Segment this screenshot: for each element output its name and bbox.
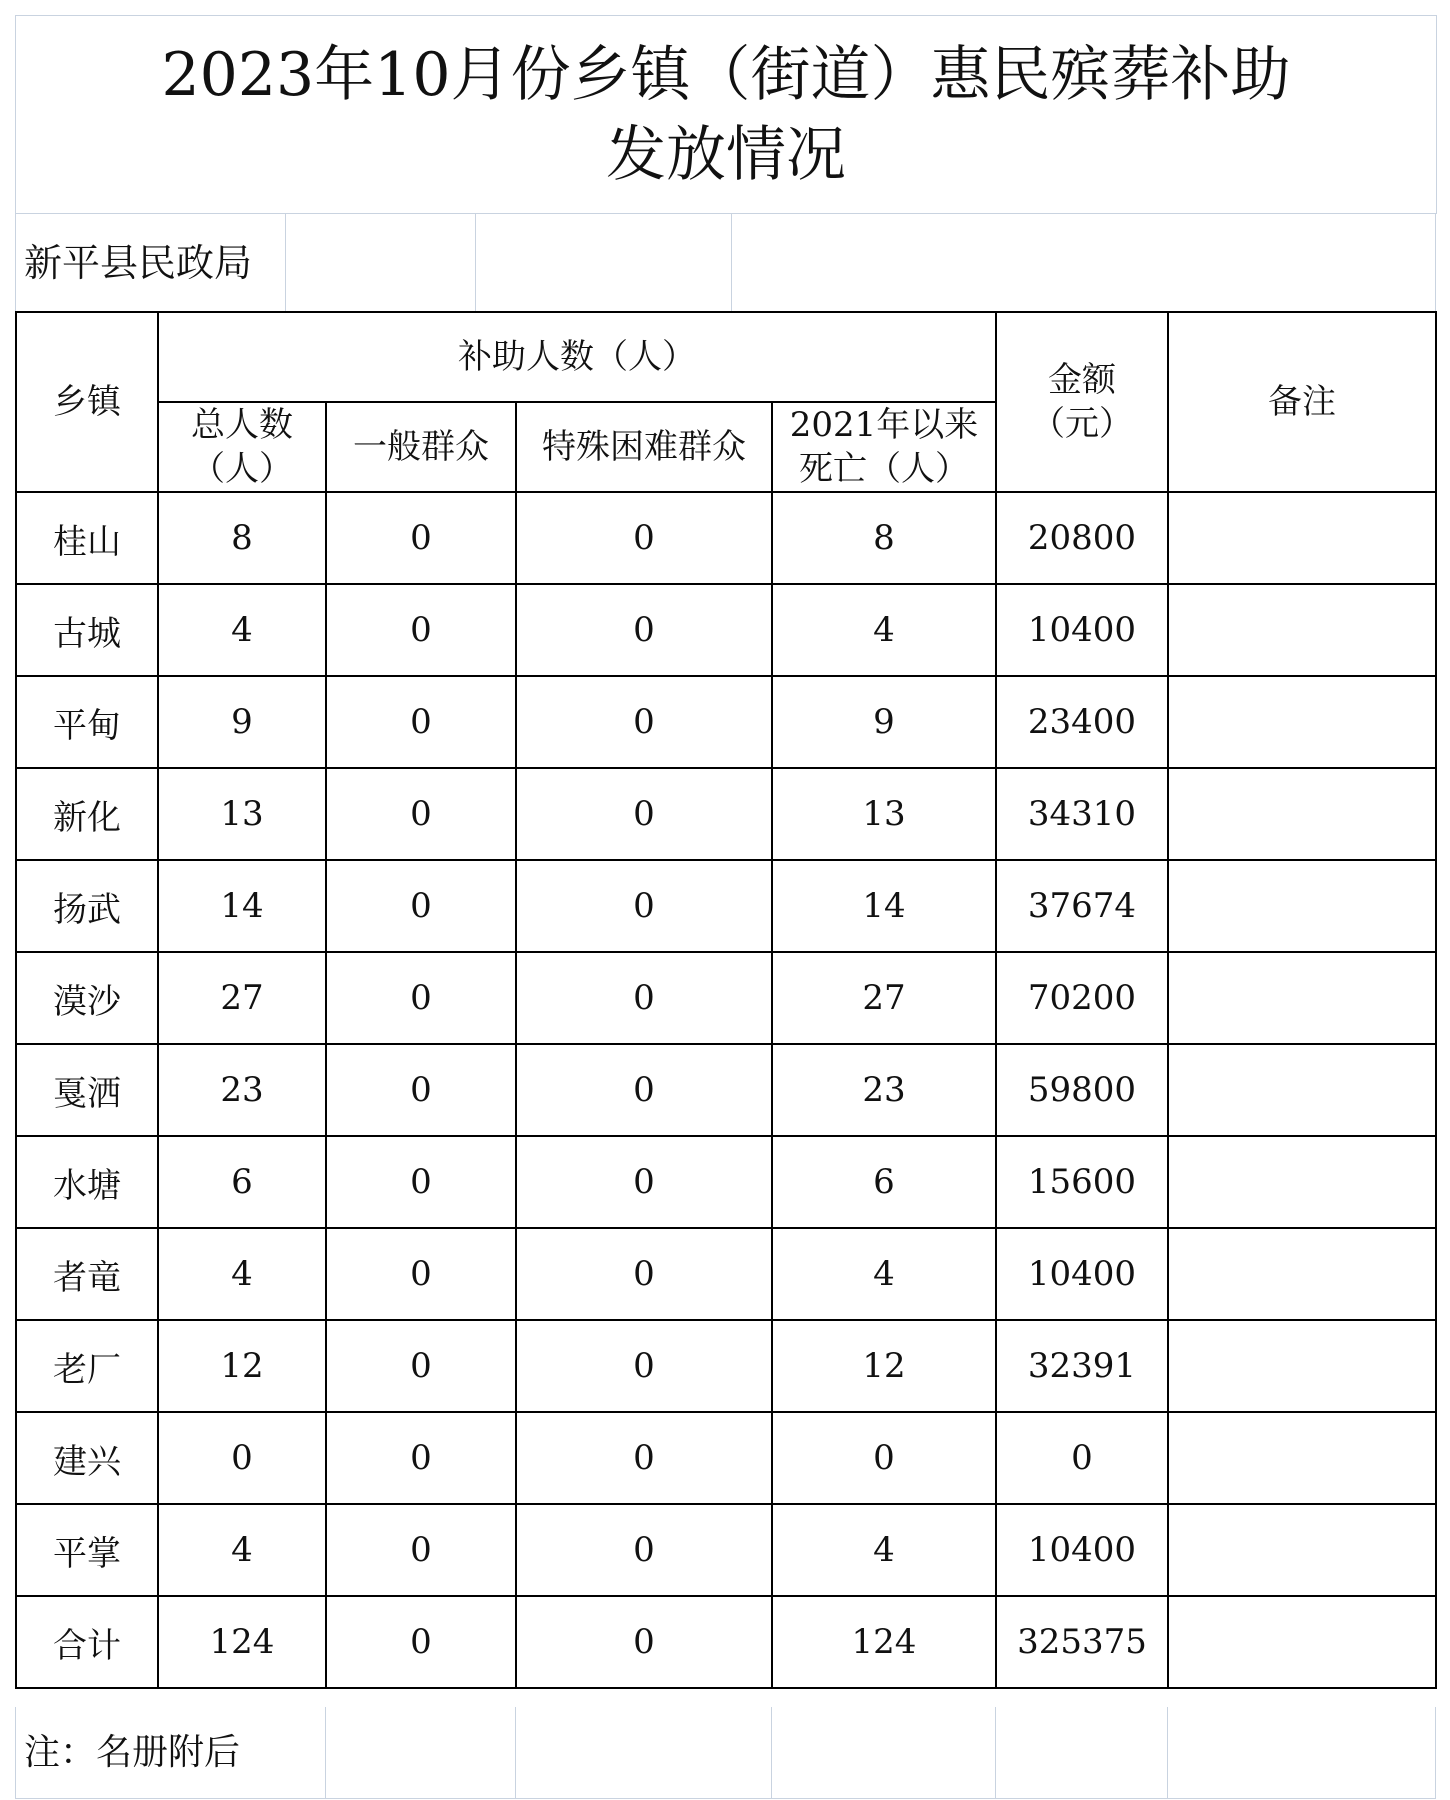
table-row bbox=[16, 492, 1436, 584]
cell-remarks[interactable] bbox=[1168, 676, 1436, 768]
cell-since-2021[interactable]: 27 bbox=[772, 952, 996, 1044]
cell-general[interactable]: 0 bbox=[326, 1504, 516, 1596]
header-township[interactable]: 乡镇 bbox=[16, 312, 158, 492]
cell-special[interactable]: 0 bbox=[516, 1504, 772, 1596]
cell-amount[interactable]: 23400 bbox=[996, 676, 1168, 768]
header-remarks[interactable]: 备注 bbox=[1168, 312, 1436, 492]
cell-general[interactable]: 0 bbox=[326, 1320, 516, 1412]
cell-since-2021[interactable]: 8 bbox=[772, 492, 996, 584]
cell-amount[interactable]: 34310 bbox=[996, 768, 1168, 860]
cell-total[interactable]: 124 bbox=[158, 1596, 326, 1688]
empty-cell[interactable] bbox=[475, 213, 731, 311]
cell-general[interactable]: 0 bbox=[326, 676, 516, 768]
grid-edge bbox=[1435, 1707, 1436, 1799]
cell-since-2021[interactable]: 4 bbox=[772, 584, 996, 676]
table-row bbox=[16, 1320, 1436, 1412]
cell-remarks[interactable] bbox=[1168, 1136, 1436, 1228]
cell-remarks[interactable] bbox=[1168, 952, 1436, 1044]
cell-remarks[interactable] bbox=[1168, 768, 1436, 860]
cell-special[interactable]: 0 bbox=[516, 768, 772, 860]
cell-remarks[interactable] bbox=[1168, 1044, 1436, 1136]
table-row bbox=[16, 1412, 1436, 1504]
cell-amount[interactable]: 37674 bbox=[996, 860, 1168, 952]
subsidy-table bbox=[15, 311, 1437, 1689]
cell-township[interactable]: 老厂 bbox=[16, 1320, 158, 1412]
cell-total[interactable]: 12 bbox=[158, 1320, 326, 1412]
cell-township[interactable]: 平甸 bbox=[16, 676, 158, 768]
cell-township[interactable]: 古城 bbox=[16, 584, 158, 676]
grid-edge bbox=[15, 1798, 1436, 1799]
cell-township[interactable]: 桂山 bbox=[16, 492, 158, 584]
cell-special[interactable]: 0 bbox=[516, 1228, 772, 1320]
header-subsidy-group[interactable]: 补助人数（人） bbox=[158, 312, 996, 402]
cell-special[interactable]: 0 bbox=[516, 1320, 772, 1412]
document-title bbox=[15, 15, 1437, 214]
cell-amount[interactable]: 325375 bbox=[996, 1596, 1168, 1688]
cell-general[interactable]: 0 bbox=[326, 584, 516, 676]
org-name: 新平县民政局 bbox=[24, 241, 253, 285]
cell-amount[interactable]: 10400 bbox=[996, 1504, 1168, 1596]
cell-total[interactable]: 0 bbox=[158, 1412, 326, 1504]
cell-since-2021[interactable]: 4 bbox=[772, 1228, 996, 1320]
cell-amount[interactable]: 10400 bbox=[996, 584, 1168, 676]
header-since-2021[interactable]: 2021年以来死亡（人） bbox=[772, 402, 996, 492]
cell-amount[interactable]: 15600 bbox=[996, 1136, 1168, 1228]
empty-cell[interactable] bbox=[995, 1707, 1167, 1799]
cell-since-2021[interactable]: 0 bbox=[772, 1412, 996, 1504]
empty-cell[interactable] bbox=[515, 1707, 771, 1799]
cell-total[interactable]: 8 bbox=[158, 492, 326, 584]
cell-since-2021[interactable]: 4 bbox=[772, 1504, 996, 1596]
cell-township[interactable]: 扬武 bbox=[16, 860, 158, 952]
cell-general[interactable]: 0 bbox=[326, 1136, 516, 1228]
footnote: 注：名册附后 bbox=[24, 1732, 241, 1773]
cell-special[interactable]: 0 bbox=[516, 584, 772, 676]
cell-general[interactable]: 0 bbox=[326, 1596, 516, 1688]
cell-township[interactable]: 合计 bbox=[16, 1596, 158, 1688]
cell-amount[interactable]: 70200 bbox=[996, 952, 1168, 1044]
table-row bbox=[16, 1228, 1436, 1320]
spreadsheet-sheet bbox=[15, 15, 1435, 1785]
title-line-2: 发放情况 bbox=[606, 120, 846, 190]
table-row bbox=[16, 952, 1436, 1044]
cell-township[interactable]: 新化 bbox=[16, 768, 158, 860]
cell-general[interactable]: 0 bbox=[326, 1044, 516, 1136]
cell-special[interactable]: 0 bbox=[516, 860, 772, 952]
cell-remarks[interactable] bbox=[1168, 860, 1436, 952]
cell-township[interactable]: 平掌 bbox=[16, 1504, 158, 1596]
cell-special[interactable]: 0 bbox=[516, 1044, 772, 1136]
cell-since-2021[interactable]: 14 bbox=[772, 860, 996, 952]
footnote-row bbox=[15, 1707, 1435, 1799]
cell-township[interactable]: 水塘 bbox=[16, 1136, 158, 1228]
table-row bbox=[16, 676, 1436, 768]
title-line-1: 2023年10月份乡镇（街道）惠民殡葬补助 bbox=[161, 40, 1291, 110]
cell-special[interactable]: 0 bbox=[516, 1596, 772, 1688]
org-row bbox=[15, 213, 1435, 311]
cell-total[interactable]: 13 bbox=[158, 768, 326, 860]
header-special[interactable]: 特殊困难群众 bbox=[516, 402, 772, 492]
empty-cell[interactable] bbox=[771, 1707, 995, 1799]
cell-general[interactable]: 0 bbox=[326, 768, 516, 860]
total-row bbox=[16, 1596, 1436, 1688]
cell-since-2021[interactable]: 12 bbox=[772, 1320, 996, 1412]
cell-township[interactable]: 者竜 bbox=[16, 1228, 158, 1320]
cell-total[interactable]: 27 bbox=[158, 952, 326, 1044]
cell-remarks[interactable] bbox=[1168, 1320, 1436, 1412]
empty-cell[interactable] bbox=[731, 213, 1436, 311]
cell-total[interactable]: 14 bbox=[158, 860, 326, 952]
cell-remarks[interactable] bbox=[1168, 1504, 1436, 1596]
cell-amount[interactable]: 0 bbox=[996, 1412, 1168, 1504]
cell-since-2021[interactable]: 9 bbox=[772, 676, 996, 768]
cell-general[interactable]: 0 bbox=[326, 1228, 516, 1320]
table-row bbox=[16, 768, 1436, 860]
cell-special[interactable]: 0 bbox=[516, 676, 772, 768]
table-row bbox=[16, 1136, 1436, 1228]
cell-amount[interactable]: 32391 bbox=[996, 1320, 1168, 1412]
cell-special[interactable]: 0 bbox=[516, 1136, 772, 1228]
table-row bbox=[16, 860, 1436, 952]
cell-amount[interactable]: 20800 bbox=[996, 492, 1168, 584]
empty-cell[interactable] bbox=[325, 1707, 515, 1799]
cell-general[interactable]: 0 bbox=[326, 1412, 516, 1504]
cell-special[interactable]: 0 bbox=[516, 1412, 772, 1504]
header-general[interactable]: 一般群众 bbox=[326, 402, 516, 492]
cell-township[interactable]: 建兴 bbox=[16, 1412, 158, 1504]
cell-remarks[interactable] bbox=[1168, 1412, 1436, 1504]
org-cell[interactable] bbox=[15, 213, 285, 311]
cell-township[interactable]: 戛洒 bbox=[16, 1044, 158, 1136]
cell-since-2021[interactable]: 13 bbox=[772, 768, 996, 860]
cell-general[interactable]: 0 bbox=[326, 492, 516, 584]
cell-remarks[interactable] bbox=[1168, 1596, 1436, 1688]
cell-total[interactable]: 4 bbox=[158, 584, 326, 676]
footnote-cell[interactable] bbox=[15, 1707, 325, 1799]
cell-total[interactable]: 23 bbox=[158, 1044, 326, 1136]
cell-special[interactable]: 0 bbox=[516, 492, 772, 584]
header-total[interactable]: 总人数（人） bbox=[158, 402, 326, 492]
cell-general[interactable]: 0 bbox=[326, 952, 516, 1044]
table-row bbox=[16, 1504, 1436, 1596]
cell-township[interactable]: 漠沙 bbox=[16, 952, 158, 1044]
table-row bbox=[16, 1044, 1436, 1136]
cell-remarks[interactable] bbox=[1168, 584, 1436, 676]
cell-total[interactable]: 4 bbox=[158, 1504, 326, 1596]
cell-remarks[interactable] bbox=[1168, 492, 1436, 584]
empty-cell[interactable] bbox=[285, 213, 475, 311]
table-row bbox=[16, 584, 1436, 676]
cell-since-2021[interactable]: 6 bbox=[772, 1136, 996, 1228]
cell-special[interactable]: 0 bbox=[516, 952, 772, 1044]
cell-remarks[interactable] bbox=[1168, 1228, 1436, 1320]
cell-general[interactable]: 0 bbox=[326, 860, 516, 952]
header-amount[interactable]: 金额（元） bbox=[996, 312, 1168, 492]
cell-amount[interactable]: 59800 bbox=[996, 1044, 1168, 1136]
cell-total[interactable]: 9 bbox=[158, 676, 326, 768]
empty-cell[interactable] bbox=[1167, 1707, 1435, 1799]
cell-total[interactable]: 4 bbox=[158, 1228, 326, 1320]
cell-total[interactable]: 6 bbox=[158, 1136, 326, 1228]
cell-since-2021[interactable]: 23 bbox=[772, 1044, 996, 1136]
cell-since-2021[interactable]: 124 bbox=[772, 1596, 996, 1688]
cell-amount[interactable]: 10400 bbox=[996, 1228, 1168, 1320]
